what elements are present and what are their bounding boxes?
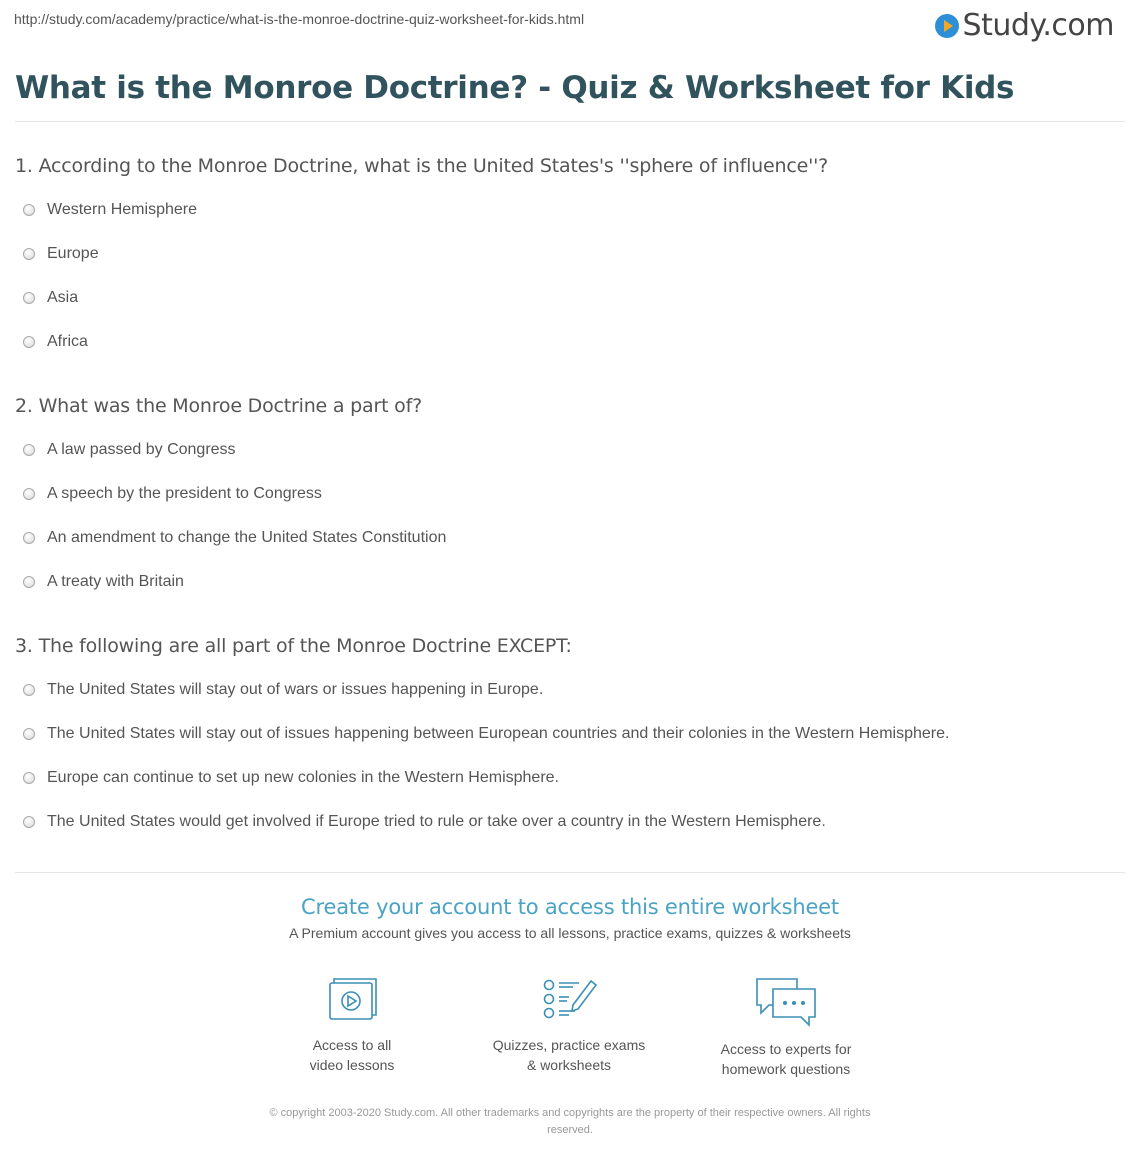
feature-label-line: & worksheets	[526, 1057, 612, 1073]
question-3	[15, 635, 1125, 830]
option-3c[interactable]	[23, 768, 559, 788]
option-2a[interactable]	[23, 440, 236, 460]
option-label: Western Hemisphere	[47, 201, 197, 218]
top-bar	[0, 0, 1140, 60]
radio-button[interactable]	[23, 336, 35, 348]
option-1b[interactable]	[23, 244, 99, 264]
option-label: A treaty with Britain	[47, 573, 184, 590]
option-label: The United States would get involved if Europe tried to rule or take over a country in the Western Hemisphere.	[47, 813, 826, 830]
radio-button[interactable]	[23, 816, 35, 828]
option-label: A law passed by Congress	[47, 441, 236, 458]
option-label: A speech by the president to Congress	[47, 485, 322, 502]
radio-button[interactable]	[23, 248, 35, 260]
question-text: 1. According to the Monroe Doctrine, what is the United States's ''sphere of influence''?	[15, 155, 829, 177]
feature-label-line: video lessons	[309, 1057, 395, 1073]
radio-button[interactable]	[23, 772, 35, 784]
video-lessons-icon	[324, 975, 380, 1025]
copyright-footer	[210, 1105, 930, 1139]
option-1a[interactable]	[23, 200, 197, 220]
option-3b[interactable]	[23, 724, 949, 744]
radio-button[interactable]	[23, 204, 35, 216]
page-url: http://study.com/academy/practice/what-is-the-monroe-doctrine-quiz-worksheet-for-kids.html	[14, 11, 585, 27]
option-label: Africa	[47, 333, 88, 350]
feature-label-line: homework questions	[721, 1061, 851, 1077]
option-label: Europe	[47, 245, 99, 262]
radio-button[interactable]	[23, 292, 35, 304]
feature-video-lessons	[262, 975, 442, 1075]
option-3d[interactable]	[23, 812, 826, 832]
question-text: 2. What was the Monroe Doctrine a part of?	[15, 395, 422, 417]
signup-cta	[0, 895, 1140, 941]
option-2c[interactable]	[23, 528, 446, 548]
question-1	[15, 155, 1125, 350]
study-logo-text: Study.com	[962, 8, 1114, 43]
cta-subtitle: A Premium account gives you access to all lessons, practice exams, quizzes & worksheets	[289, 925, 851, 941]
option-label: The United States will stay out of issues happening between European countries and their colonies in the Western Hemisphere.	[47, 725, 950, 742]
study-logo-icon	[935, 14, 959, 38]
copyright-line: reserved.	[547, 1124, 593, 1136]
radio-button[interactable]	[23, 532, 35, 544]
option-1c[interactable]	[23, 288, 78, 308]
title-divider	[15, 121, 1125, 122]
option-label: The United States will stay out of wars or issues happening in Europe.	[47, 681, 544, 698]
feature-label-line: Access to experts for	[720, 1041, 852, 1057]
quiz-checklist-icon	[539, 975, 599, 1025]
chat-experts-icon	[753, 975, 819, 1029]
radio-button[interactable]	[23, 444, 35, 456]
radio-button[interactable]	[23, 576, 35, 588]
question-text: 3. The following are all part of the Monroe Doctrine EXCEPT:	[15, 635, 572, 657]
option-label: Europe can continue to set up new colonies in the Western Hemisphere.	[47, 769, 559, 786]
cta-title-link[interactable]: Create your account to access this entire worksheet	[301, 895, 839, 919]
feature-label-line: Access to all	[312, 1037, 392, 1053]
option-label: Asia	[47, 289, 79, 306]
cta-divider	[15, 872, 1125, 873]
question-2	[15, 395, 1125, 590]
page-title: What is the Monroe Doctrine? - Quiz & Worksheet for Kids	[15, 70, 1015, 106]
option-3a[interactable]	[23, 680, 543, 700]
feature-experts	[696, 975, 876, 1079]
copyright-line: © copyright 2003-2020 Study.com. All other trademarks and copyrights are the property of their respective owners. All rights	[269, 1107, 871, 1119]
option-1d[interactable]	[23, 332, 88, 352]
radio-button[interactable]	[23, 684, 35, 696]
premium-features	[0, 975, 1140, 1085]
feature-label-line: Quizzes, practice exams	[492, 1037, 646, 1053]
option-2d[interactable]	[23, 572, 184, 592]
radio-button[interactable]	[23, 728, 35, 740]
radio-button[interactable]	[23, 488, 35, 500]
feature-quizzes	[479, 975, 659, 1075]
study-logo[interactable]	[935, 8, 1114, 43]
option-label: An amendment to change the United States Constitution	[47, 529, 447, 546]
option-2b[interactable]	[23, 484, 322, 504]
